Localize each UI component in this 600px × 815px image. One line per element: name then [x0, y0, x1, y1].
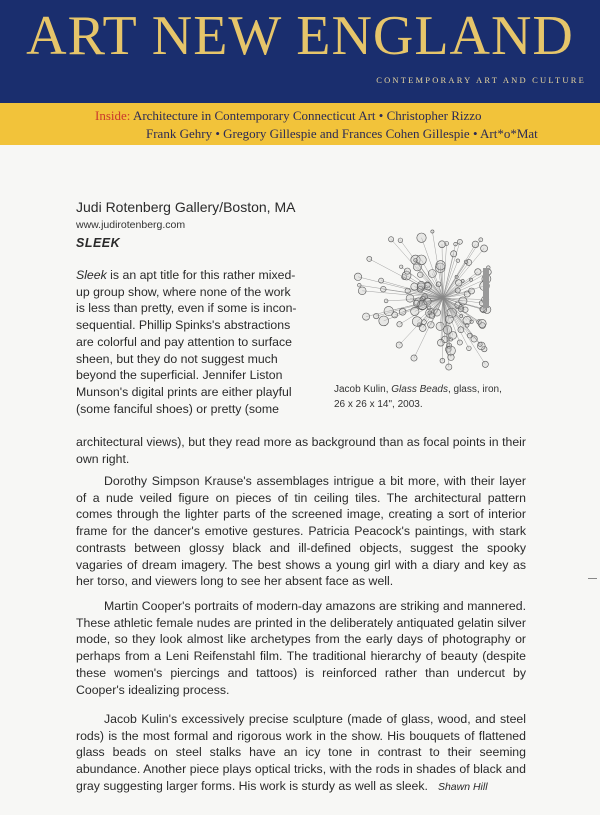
p1-line-1 [76, 267, 319, 284]
image-caption [334, 383, 510, 412]
author-signature: Shawn Hill [437, 780, 488, 793]
paragraph-1-narrow [76, 267, 319, 417]
p1-line-6: sheen, but they do not suggest much [76, 351, 278, 366]
p1-line-5: are colorful and pay attention to surface [76, 334, 293, 349]
p1-line-1-text: is an apt title for this rather mixed- [106, 268, 296, 282]
inside-line-2: Frank Gehry • Gregory Gillespie and Frances Cohen Gillespie • Art*o*Mat [146, 126, 538, 141]
glass-beads-sculpture-icon [343, 208, 493, 378]
gallery-url: www.judirotenberg.com [76, 219, 186, 231]
paragraph-2: Dorothy Simpson Krause's assemblages intrigue a bit more, with their layer of a nude veiled figure on pieces of tin ceiling tiles. The architectural pattern comes through the lighter parts of the screened image, creating a sort of interior frame for the dancer's emotive gestures. Patricia Peacock's paintings, with stark contrasts between glossy black and ill-defined objects, suggest the spooky vagaries of dream imagery. The best shows a young girl with a diary and key as her torso, and viewers long to see her absent face as well. [76, 474, 526, 589]
caption-work-title: Glass Beads [391, 384, 448, 395]
inside-line-1 [95, 108, 482, 124]
p1-line-7: beyond the superficial. Jennifer Liston [76, 368, 283, 383]
paragraph-4 [76, 711, 526, 796]
margin-mark [588, 578, 597, 579]
p1-line-8: Munson's digital prints are either playful [76, 384, 292, 399]
inside-label: Inside: [95, 108, 131, 123]
p1-line-2: up group show, where none of the work [76, 284, 291, 299]
caption-details: , glass, iron, 26 x 26 x 14", 2003. [334, 384, 502, 410]
p1-line-3: is less than pretty, even if some is incon- [76, 301, 297, 316]
magazine-title: ART NEW ENGLAND [26, 5, 574, 67]
inside-topics-1: Architecture in Contemporary Connecticut Art • Christopher Rizzo [132, 108, 482, 123]
p1-line-9: (some fanciful shoes) or pretty (some [76, 401, 279, 416]
caption-artist: Jacob Kulin, [334, 384, 389, 395]
gallery-heading: Judi Rotenberg Gallery/Boston, MA [76, 199, 296, 215]
p1-line-4: sequential. Phillip Spinks's abstractions [76, 318, 291, 333]
inside-bar [0, 103, 600, 145]
show-title: SLEEK [76, 236, 121, 250]
magazine-subtitle: CONTEMPORARY ART AND CULTURE [376, 75, 586, 85]
p1-lead-italic: Sleek [76, 268, 107, 282]
paragraph-3: Martin Cooper's portraits of modern-day amazons are striking and mannered. These athletic female nudes are printed in the deliberately antiquated gelatin silver mode, so they look almost like archetypes from the early days of photography or perhaps from a Leni Reifenstahl film. The traditional hierarchy of beauty (despite these women's piercings and tattoos) is reinforced rather than undercut by Cooper's idealizing process. [76, 599, 526, 697]
masthead [0, 0, 600, 103]
paragraph-1-wide: architectural views), but they read more as background than as focal points in their own right. [76, 435, 526, 466]
paragraph-4-text: Jacob Kulin's excessively precise sculpture (made of glass, wood, and steel rods) is the most formal and rigorous work in the show. His bouquets of flattened glass beads on steel stalks have an icy tone in contrast to their seeming abundance. Another piece plays optical tricks, with the rods in shades of black and gray suggesting larger forms. His work is sturdy as well as sleek. [76, 712, 526, 793]
